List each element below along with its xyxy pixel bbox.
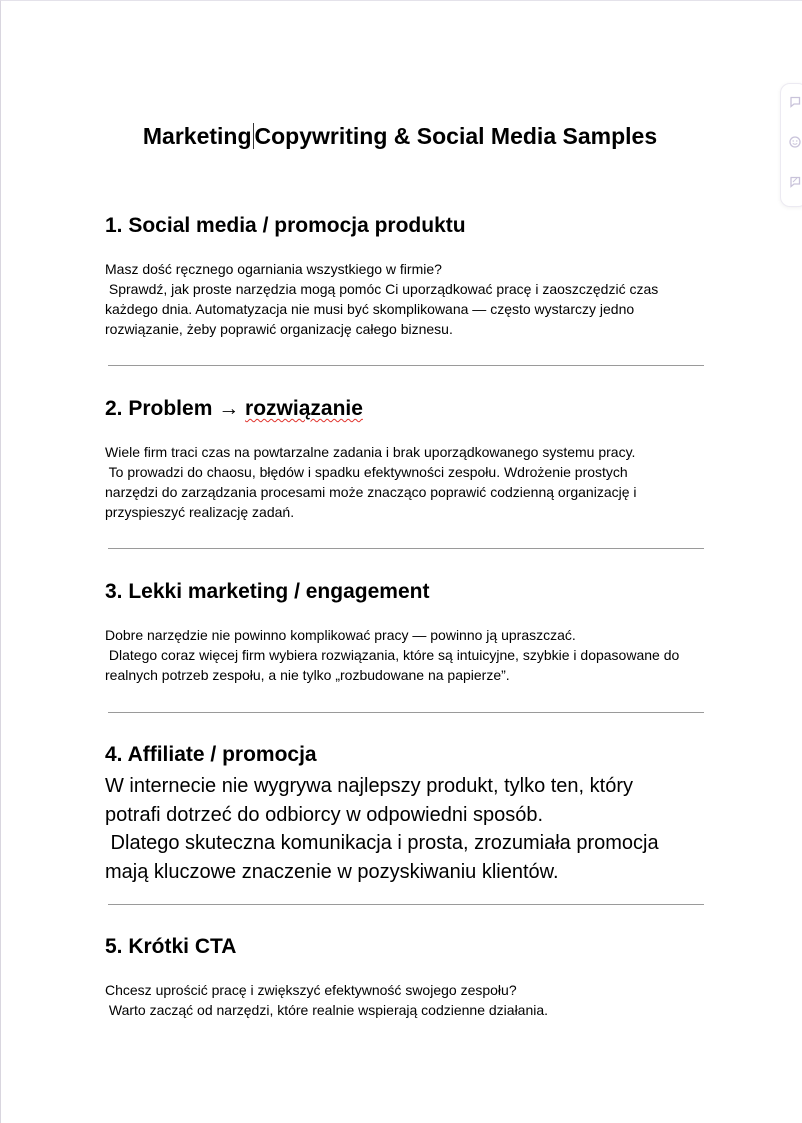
section-4-line: mają kluczowe znaczenie w pozyskiwaniu klientów. xyxy=(105,860,559,883)
section-2-line: narzędzi do zarządzania procesami może znacząco poprawić codzienną organizację i xyxy=(105,484,637,500)
section-2-body xyxy=(105,442,715,522)
section-4-heading: 4. Affiliate / promocja xyxy=(105,743,317,766)
section-divider xyxy=(108,365,704,366)
spellcheck-flagged-word[interactable]: rozwiązanie xyxy=(245,397,363,420)
section-4-body xyxy=(105,772,725,886)
suggest-edit-icon[interactable] xyxy=(789,176,801,188)
title-word-marketing: Marketing xyxy=(142,123,252,149)
section-1-line: Masz dość ręcznego ogarniania wszystkiego w firmie? xyxy=(105,261,442,277)
section-5-line: Warto zacząć od narzędzi, które realnie wspierają codzienne działania. xyxy=(105,1002,549,1018)
section-2-line: przyspieszyć realizację zadań. xyxy=(105,504,295,520)
section-3-heading: 3. Lekki marketing / engagement xyxy=(105,580,430,603)
section-3-line: Dobre narzędzie nie powinno komplikować pracy — powinno ją upraszczać. xyxy=(105,627,576,643)
section-2-line: To prowadzi do chaosu, błędów i spadku efektywności zespołu. Wdrożenie prostych xyxy=(105,464,628,480)
section-3-line: Dlatego coraz więcej firm wybiera rozwiązania, które są intuicyjne, szybkie i dopasowane do xyxy=(105,647,680,663)
document-title xyxy=(1,123,799,150)
section-1-line: Sprawdź, jak proste narzędzia mogą pomóc Ci uporządkować pracę i zaoszczędzić czas xyxy=(105,281,659,297)
section-1-body xyxy=(105,259,715,339)
section-1-line: rozwiązanie, żeby poprawić organizację całego biznesu. xyxy=(105,321,453,337)
comment-icon[interactable] xyxy=(789,96,801,108)
section-divider xyxy=(108,712,704,713)
section-4-line: potrafi dotrzeć do odbiorcy w odpowiedni sposób. xyxy=(105,803,544,826)
section-4-line: Dlatego skuteczna komunikacja i prosta, zrozumiała promocja xyxy=(105,832,659,854)
section-3-body xyxy=(105,625,715,685)
section-2-heading-prefix: 2. Problem → xyxy=(105,397,246,420)
section-4-line: W internecie nie wygrywa najlepszy produkt, tylko ten, który xyxy=(105,775,633,797)
text-cursor xyxy=(253,123,254,149)
section-2-heading xyxy=(105,397,363,421)
section-1-heading: 1. Social media / promocja produktu xyxy=(105,214,466,237)
section-5-heading: 5. Krótki CTA xyxy=(105,935,237,958)
section-1-line: każdego dnia. Automatyzacja nie musi być skomplikowana — często wystarczy jedno xyxy=(105,301,635,317)
section-divider xyxy=(108,904,704,905)
section-2-line: Wiele firm traci czas na powtarzalne zadania i brak uporządkowanego systemu pracy. xyxy=(105,444,636,460)
section-5-body xyxy=(105,980,715,1020)
title-rest: Copywriting & Social Media Samples xyxy=(254,123,658,149)
section-5-line: Chcesz uprościć pracę i zwiększyć efektywność swojego zespołu? xyxy=(105,982,517,998)
section-divider xyxy=(108,548,704,549)
section-3-line: realnych potrzeb zespołu, a nie tylko „rozbudowane na papierze”. xyxy=(105,667,510,683)
